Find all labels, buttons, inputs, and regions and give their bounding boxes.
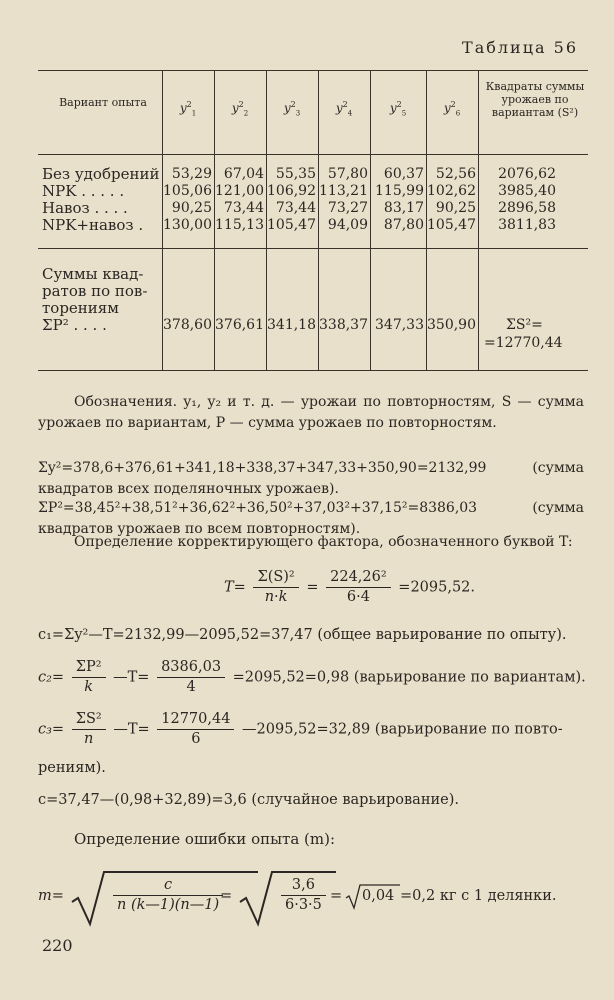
formula-c3: c₃= $\frac{\text{ΣS²}}{n}$ —T= $\frac{12770,44}{6}$ —2095,52=32,89 (варьирование по повто- [38, 711, 563, 747]
page-number: 220 [42, 936, 73, 955]
header-y4: $y^2_4$ [335, 100, 353, 118]
header-y2: $y^2_2$ [231, 100, 249, 118]
table-cell: 106,92 [267, 183, 316, 199]
table-cell: 102,62 [427, 183, 476, 199]
sum-cell: 378,60 [163, 317, 212, 333]
table-cell: 73,44 [223, 200, 264, 216]
error-intro: Определение ошибки опыта (m): [74, 830, 336, 848]
sum-label-1: Суммы квад- [42, 265, 144, 283]
row-label: Навоз . . . . [42, 199, 128, 217]
data-table [38, 70, 588, 370]
table-cell: 55,35 [275, 166, 316, 182]
table-cell: 53,29 [171, 166, 212, 182]
sum-cell: 347,33 [375, 317, 424, 333]
header-y1: $y^2_1$ [179, 100, 197, 118]
notation-paragraph: Обозначения. y₁, y₂ и т. д. — урожаи по повторностям, S — сумма урожаев по вариантам, P — сумма урожаев по повторностям. [38, 394, 584, 431]
sum-cell: 338,37 [319, 317, 368, 333]
book-page: Таблица 56 Вариант опыта $y^2_1$ $y^2_2$ $y^2_3$ $y^2_4$ $y^2_5$ $y^2_6$ Квадраты суммы урожаев по вариантам (S²) Без удобрений 53,29 67,04 55,35 57,80 60,37 52,56 2076,62 NPK . . . . . 105,06 121,00 106,92 113,21 115,99 102,62 3985,40 Навоз . . . . 90,25 73,44 73,44 73,27 83,17 90,25 2896,58 NPK+навоз . 130,00 115,13 105,47 94,09 87,80 105,47 3811,83 Суммы квад- ратов по пов- торениям ΣP² . . . . 378,60 376,61 341,18 338,37 347,33 350,90 ΣS²= =12770,44 Обозначения. y₁, y₂ и т. д. — урожаи по повторностям, S — сумма урожаев по вариантам, P — сумма урожаев по повторностям. Σy²=378,6+376,61+341,18+338,37+347,33+350,90=2132,99 (сумма квадратов всех поделяночных урожаев). ΣP²=38,45²+38,51²+36,62²+36,50²+37,03²+37,15²=8386,03 (сумма квадратов урожаев по всем повторностям). Определение корректирующего фактора, обозначенного буквой T: T= $\frac{\text{Σ(S)²}}{n\cdot k}$ = $\frac{\text{224,26²}}{6\cdot 4}$ =2095,52. c₁=Σy²—T=2132,99—2095,52=37,47 (общее варьирование по опыту). c₂= $\frac{\text{ΣP²}}{k}$ —T= $\frac{8386,03}{4}$ =2095,52=0,98 (варьирование по вариантам). c₃= $\frac{\text{ΣS²}}{n}$ —T= $\frac{12770,44}{6}$ —2095,52=32,89 (варьирование по повто- рениям). c=37,47—(0,98+32,89)=3,6 (случайное варьирование). Определение ошибки опыта (m): m= $\frac{c}{n (k—1)(n—1)}$ = $\frac{3,6}{6\cdot 3\cdot 5}$ = 0,04 =0,2 кг с 1 делянки. 220 [0, 0, 614, 1000]
table-cell: 115,13 [215, 217, 264, 233]
header-squares: Квадраты суммы урожаев по вариантам (S²) [485, 80, 585, 119]
table-cell: 115,99 [375, 183, 424, 199]
header-y3: $y^2_3$ [283, 100, 301, 118]
table-cell: 67,04 [223, 166, 264, 182]
sum-label-3: торениям [42, 299, 119, 317]
sum-label-4: ΣP² . . . . [42, 316, 107, 334]
row-label: NPK+навоз . [42, 216, 144, 234]
table-cell: 87,80 [383, 217, 424, 233]
table-cell: 90,25 [171, 200, 212, 216]
table-cell-s2: 2076,62 [498, 166, 556, 182]
table-cell: 121,00 [215, 183, 264, 199]
table-cell-s2: 2896,58 [498, 200, 556, 216]
sum-label-2: ратов по пов- [42, 282, 148, 300]
table-cell: 90,25 [435, 200, 476, 216]
table-cell: 94,09 [327, 217, 368, 233]
table-cell: 113,21 [319, 183, 368, 199]
sum-s2-line2: =12770,44 [484, 335, 563, 351]
table-cell-s2: 3985,40 [498, 183, 556, 199]
table-cell: 60,37 [383, 166, 424, 182]
sum-p2-paragraph: ΣP²=38,45²+38,51²+36,62²+36,50²+37,03²+37,15²=8386,03 (сумма квадратов урожаев по всем повторностям). [38, 500, 584, 537]
header-variant: Вариант опыта [59, 96, 147, 109]
formula-T: T= $\frac{\text{Σ(S)²}}{n\cdot k}$ = $\frac{\text{224,26²}}{6\cdot 4}$ =2095,52. [224, 569, 476, 605]
sum-cell: 376,61 [215, 317, 264, 333]
table-cell: 83,17 [383, 200, 424, 216]
row-label: NPK . . . . . [42, 182, 125, 200]
table-cell: 105,47 [427, 217, 476, 233]
table-cell: 73,27 [327, 200, 368, 216]
table-cell: 105,06 [163, 183, 212, 199]
table-cell: 57,80 [327, 166, 368, 182]
row-label: Без удобрений [42, 165, 160, 183]
sum-cell: 341,18 [267, 317, 316, 333]
header-y5: $y^2_5$ [389, 100, 407, 118]
sum-y2-paragraph: Σy²=378,6+376,61+341,18+338,37+347,33+350,90=2132,99 (сумма квадратов всех поделяночных урожаев). [38, 460, 584, 497]
table-caption: Таблица 56 [462, 38, 578, 57]
table-cell: 105,47 [267, 217, 316, 233]
c1-line: c₁=Σy²—T=2132,99—2095,52=37,47 (общее варьирование по опыту). [38, 627, 567, 643]
correction-intro: Определение корректирующего фактора, обозначенного буквой T: [74, 534, 573, 550]
sum-s2-line1: ΣS²= [506, 317, 543, 333]
header-y6: $y^2_6$ [443, 100, 461, 118]
sum-cell: 350,90 [427, 317, 476, 333]
c3-continuation: рениям). [38, 760, 106, 776]
table-cell: 130,00 [163, 217, 212, 233]
table-cell: 52,56 [435, 166, 476, 182]
c-line: c=37,47—(0,98+32,89)=3,6 (случайное варьирование). [38, 792, 460, 808]
table-cell-s2: 3811,83 [498, 217, 556, 233]
formula-c2: c₂= $\frac{\text{ΣP²}}{k}$ —T= $\frac{8386,03}{4}$ =2095,52=0,98 (варьирование по вариантам). [38, 659, 586, 695]
table-cell: 73,44 [275, 200, 316, 216]
